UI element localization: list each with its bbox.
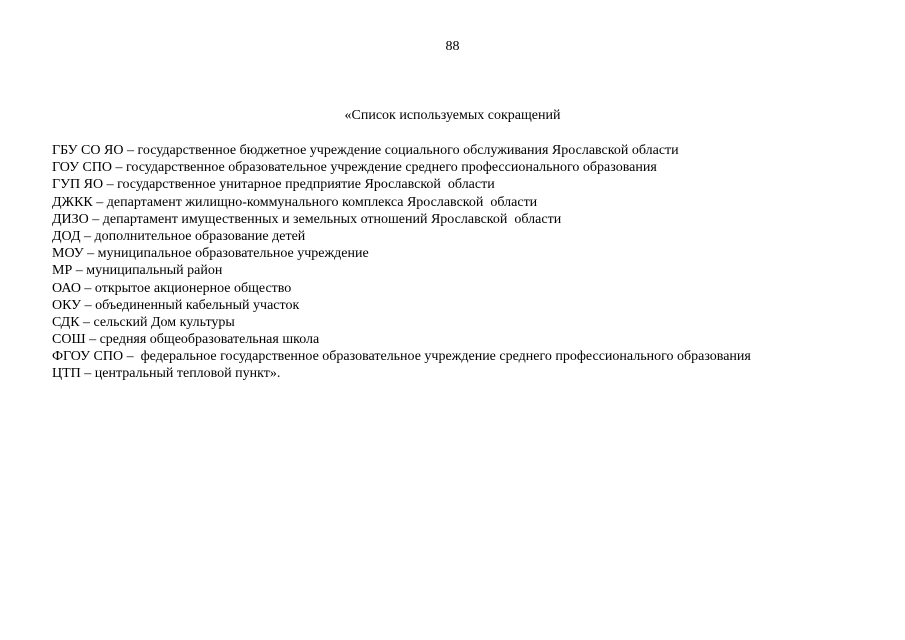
abbreviation-item: ДЖКК – департамент жилищно-коммунального комплекса Ярославской области: [52, 194, 538, 210]
abbreviations-title: «Список используемых сокращений: [344, 108, 561, 123]
abbreviation-item: ДОД – дополнительное образование детей: [52, 228, 306, 244]
abbreviation-item: ОКУ – объединенный кабельный участок: [52, 297, 300, 313]
abbreviations-list: [52, 142, 892, 383]
abbreviation-item: СДК – сельский Дом культуры: [52, 314, 235, 330]
abbreviation-item: МР – муниципальный район: [52, 263, 223, 279]
abbreviation-item: ФГОУ СПО – федеральное государственное образовательное учреждение среднего профессионального образования: [52, 349, 751, 365]
abbreviation-item: ГОУ СПО – государственное образовательное учреждение среднего профессионального образования: [52, 160, 657, 176]
abbreviation-item: ГУП ЯО – государственное унитарное предприятие Ярославской области: [52, 177, 495, 193]
abbreviation-item: ГБУ СО ЯО – государственное бюджетное учреждение социального обслуживания Ярославской области: [52, 143, 679, 158]
abbreviation-item: СОШ – средняя общеобразовательная школа: [52, 332, 320, 348]
abbreviation-item: МОУ – муниципальное образовательное учреждение: [52, 246, 369, 262]
abbreviation-item: ОАО – открытое акционерное общество: [52, 280, 292, 296]
page-number: 88: [445, 39, 460, 54]
abbreviation-item: ДИЗО – департамент имущественных и земельных отношений Ярославской области: [52, 211, 562, 227]
abbreviation-item: ЦТП – центральный тепловой пункт».: [52, 366, 281, 382]
